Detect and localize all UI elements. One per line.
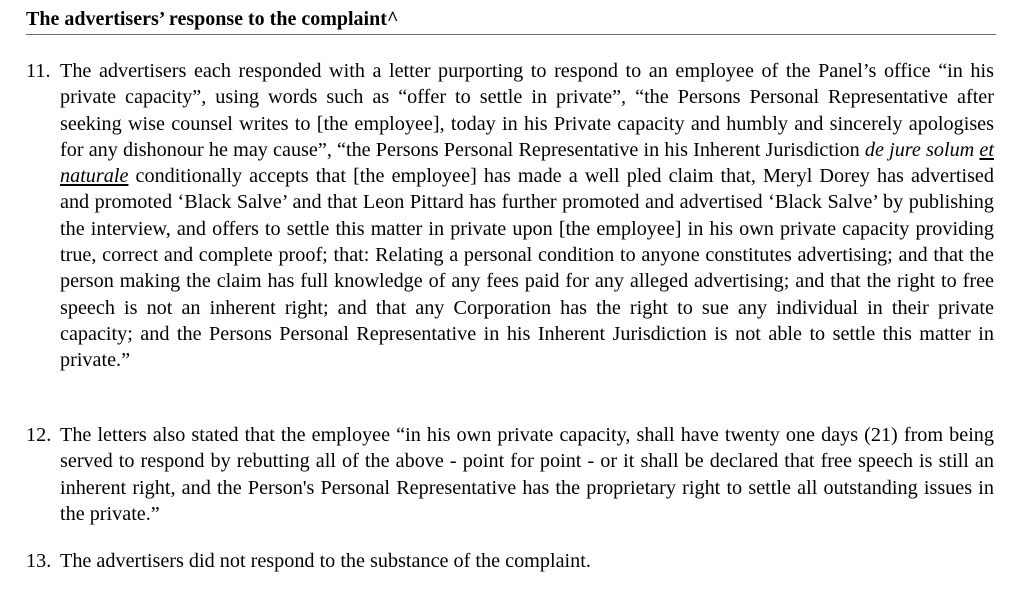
paragraph-number: 13. [26,550,52,572]
paragraph-body: The advertisers did not respond to the substance of the complaint. [60,550,591,572]
paragraph-11 [26,58,994,374]
paragraph-body [60,58,994,374]
paragraph-12 [26,422,994,527]
paragraph-13 [26,548,994,574]
paragraph-number: 12. [26,424,52,446]
paragraph-body: The letters also stated that the employee “in his own private capacity, shall have twenty one days (21) from being served to respond by rebutting all of the above - point for point - or it shall be declared that free speech is still an inherent right, and the Person's Personal Representative has the proprietary right to settle all outstanding issues in the private.” [60,424,994,525]
paragraph-text: conditionally accepts that [the employee] has made a well pled claim that, Meryl Dorey has advertised and promoted ‘Black Salve’ and that Leon Pittard has further promoted and advertised ‘Black Salve’ by publishing the interview, and offers to settle this matter in private upon [the employee] in his own private capacity providing true, correct and complete proof; that: Relating a personal condition to anyone constitutes advertising; and that the person making the claim has full knowledge of any fees paid for any alleged advertising; and that the right to free speech is not an inherent right; and that any Corporation has the right to sue any individual in their private capacity; and the Persons Personal Representative in his Inherent Jurisdiction is not able to settle this matter in private.” [60,165,994,372]
paragraph-number: 11. [26,60,51,82]
section-heading: The advertisers’ response to the complaint^ [26,6,996,35]
latin-phrase: de jure solum [864,138,975,161]
latin-phrase-underlined: et naturale [60,138,994,188]
paragraph-text: The advertisers each responded with a letter purporting to respond to an employee of the Panel’s office “in his private capacity”, using words such as “offer to settle in private”, “the Persons Personal Representative after seeking wise counsel writes to [the employee], today in his Private capacity and humbly and sincerely apologises for any dishonour he may cause”, “the Persons Personal Representative in his Inherent Jurisdiction [60,60,994,161]
